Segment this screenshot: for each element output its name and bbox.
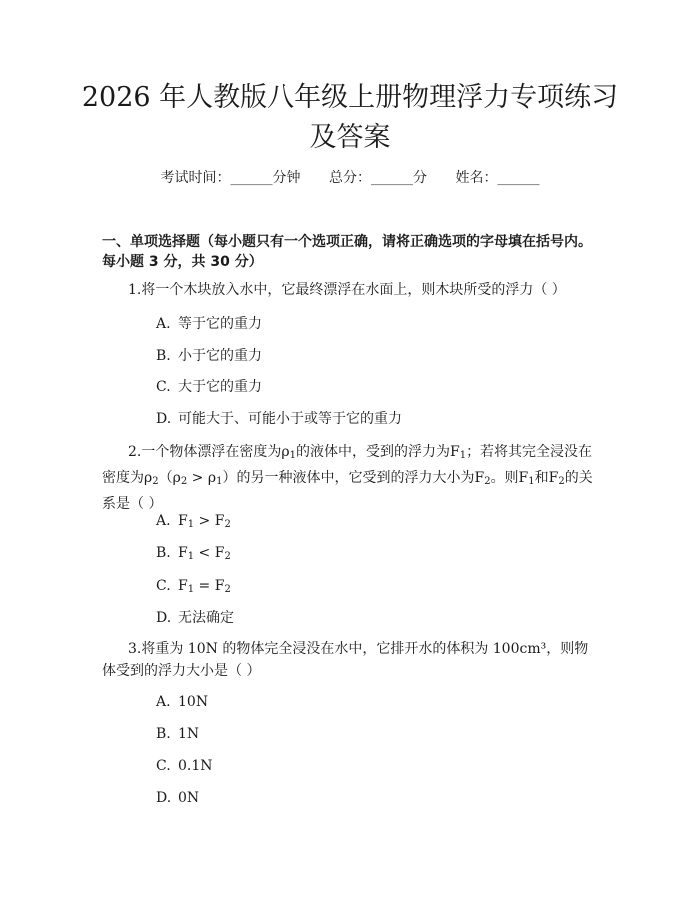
question-3-option-d	[156, 788, 199, 808]
question-number: 3.	[128, 641, 142, 657]
subscript: 1	[187, 551, 195, 562]
subscript: 1	[187, 584, 195, 595]
option-letter: B.	[156, 545, 171, 561]
subscript: 1	[187, 519, 195, 530]
stem-part: 和F	[534, 470, 559, 486]
option-text: F	[178, 545, 188, 561]
stem-part: ；若将其完全浸没在密度为ρ	[102, 444, 593, 486]
option-letter: D.	[156, 610, 172, 626]
option-text: 可能大于、可能小于或等于它的重力	[178, 411, 402, 427]
question-stem: 将一个木块放入水中，它最终漂浮在水面上，则木块所受的浮力（ ）	[141, 282, 566, 298]
question-1-option-b	[156, 346, 262, 366]
stem-part: 的液体中，受到的浮力为F	[295, 444, 460, 460]
total-score-field: 总分：______分	[329, 170, 427, 186]
option-letter: A.	[156, 513, 171, 529]
subscript: 2	[224, 519, 231, 530]
option-text: 10N	[178, 694, 209, 710]
option-letter: A.	[156, 316, 171, 332]
question-1-option-c	[156, 377, 262, 397]
option-letter: D.	[156, 411, 172, 427]
option-text: 小于它的重力	[178, 348, 262, 364]
subscript: 2	[558, 476, 565, 487]
question-2-option-a	[156, 511, 231, 535]
option-text: 1N	[178, 726, 200, 742]
question-3-option-a	[156, 692, 208, 712]
question-1-option-d	[156, 409, 402, 429]
option-text: 0.1N	[178, 758, 213, 774]
option-text: > F	[194, 513, 225, 529]
question-1-option-a	[156, 314, 262, 334]
question-2-option-d	[156, 608, 234, 628]
option-letter: A.	[156, 694, 171, 710]
subscript: 1	[459, 450, 467, 461]
option-letter: D.	[156, 790, 172, 806]
stem-part: （ρ	[158, 470, 181, 486]
subscript: 2	[224, 584, 231, 595]
option-text: 等于它的重力	[178, 316, 262, 332]
question-1	[102, 279, 597, 301]
option-text: 0N	[178, 790, 200, 806]
stem-part: 。则F	[490, 470, 529, 486]
question-2-option-b	[156, 543, 231, 567]
section-heading: 一、单项选择题（每小题只有一个选项正确，请将正确选项的字母填在括号内。每小题 3 分，共 30 分）	[102, 234, 592, 270]
stem-part: 一个物体漂浮在密度为ρ	[141, 444, 290, 460]
subscript: 2	[484, 476, 491, 487]
stem-part: 的关系是（ ）	[102, 470, 593, 512]
option-letter: C.	[156, 379, 171, 395]
subscript: 2	[180, 476, 188, 487]
page-title	[60, 78, 640, 158]
question-3-option-b	[156, 724, 199, 744]
subscript: 1	[528, 476, 535, 487]
subscript: 2	[152, 476, 159, 487]
option-letter: C.	[156, 758, 171, 774]
exam-time-field: 考试时间：______分钟	[160, 170, 301, 186]
option-text: = F	[194, 578, 225, 594]
title-line-1: 2026 年人教版八年级上册物理浮力专项练习	[81, 82, 619, 113]
option-letter: B.	[156, 726, 171, 742]
option-text: 大于它的重力	[178, 379, 262, 395]
option-text: 无法确定	[178, 610, 234, 626]
question-3	[102, 638, 597, 682]
question-number: 1.	[128, 282, 142, 298]
subscript: 1	[289, 450, 296, 461]
subscript: 2	[224, 551, 231, 562]
student-name-field: 姓名：______	[455, 170, 540, 186]
exam-meta	[0, 168, 700, 188]
stem-part: ）的另一种液体中，它受到的浮力大小为F	[222, 470, 485, 486]
subscript: 1	[216, 476, 223, 487]
option-text: F	[178, 513, 188, 529]
question-number: 2.	[128, 444, 142, 460]
stem-part: > ρ	[187, 470, 217, 486]
option-letter: B.	[156, 348, 171, 364]
question-2-option-c	[156, 576, 231, 600]
option-text: F	[178, 578, 188, 594]
option-text: < F	[194, 545, 225, 561]
title-line-2: 及答案	[309, 122, 391, 153]
option-letter: C.	[156, 578, 171, 594]
question-stem: 将重为 10N 的物体完全浸没在水中，它排开水的体积为 100cm³，则物体受到的浮力大小是（ ）	[102, 641, 589, 679]
question-3-option-c	[156, 756, 213, 776]
question-2	[102, 441, 597, 515]
